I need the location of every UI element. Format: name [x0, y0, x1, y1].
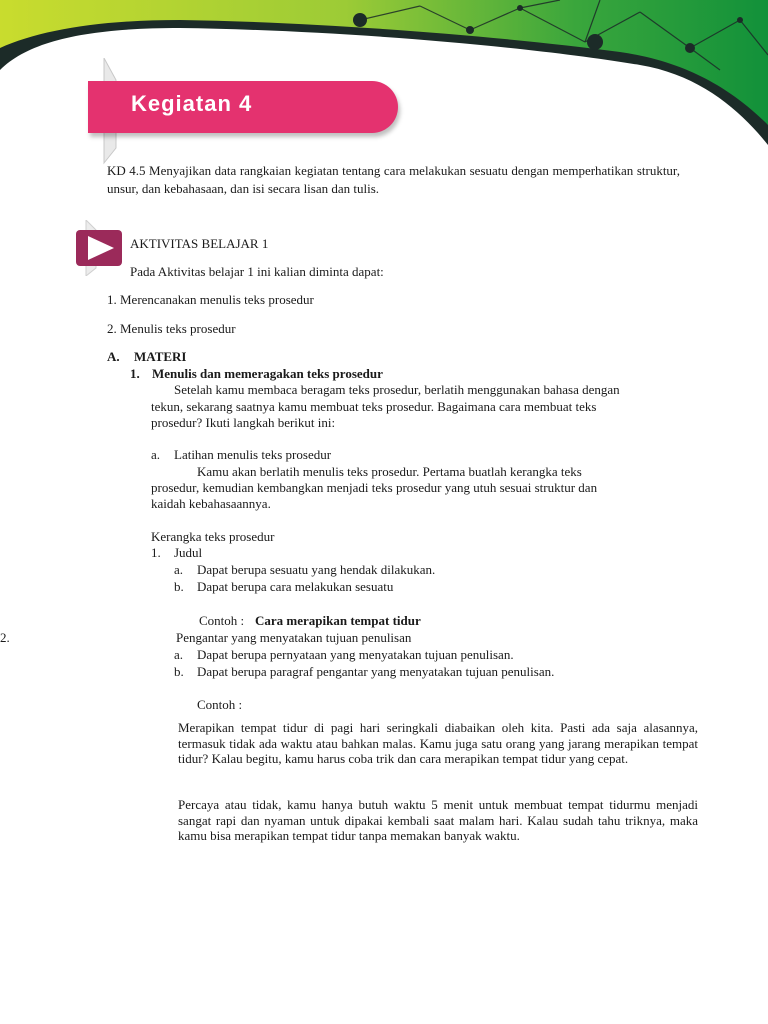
sub-heading-marker: 1.: [130, 366, 140, 381]
contoh-label: Contoh :: [197, 697, 243, 712]
materi-heading: MATERI: [134, 349, 187, 364]
judul-item: Dapat berupa sesuatu yang hendak dilakukan.: [197, 562, 436, 577]
contoh-title: Cara merapikan tempat tidur: [255, 613, 421, 628]
example-paragraph: Merapikan tempat tidur di pagi hari seringkali diabaikan oleh kita. Pasti ada saja alasannya, termasuk tidak ada waktu atau bahkan malas. Kamu juga satu orang yang jarang merapikan tempat tidur? Kalau begitu, kamu harus coba trik dan cara merapikan tempat tidur yang cepat.: [178, 720, 698, 766]
pengantar-label: Pengantar yang menyatakan tujuan penulisan: [176, 630, 412, 645]
latihan-line: prosedur, kemudian kembangkan menjadi teks prosedur yang utuh sesuai struktur dan: [151, 480, 598, 495]
paragraph-line: prosedur? Ikuti langkah berikut ini:: [151, 415, 336, 430]
pengantar-item-marker: a.: [174, 647, 184, 662]
judul-item-marker: a.: [174, 562, 184, 577]
judul-item: Dapat berupa cara melakukan sesuatu: [197, 579, 394, 594]
contoh-label: Contoh :: [199, 613, 245, 628]
judul-marker: 1.: [151, 545, 161, 560]
judul-item-marker: b.: [174, 579, 184, 594]
activity-heading: AKTIVITAS BELAJAR 1: [130, 236, 269, 251]
page-title: Kegiatan 4: [131, 91, 253, 116]
paragraph-line: tekun, sekarang saatnya kamu membuat teks prosedur. Bagaimana cara membuat teks: [151, 399, 597, 414]
latihan-line: Kamu akan berlatih menulis teks prosedur. Pertama buatlah kerangka teks: [197, 464, 582, 479]
latihan-heading: Latihan menulis teks prosedur: [174, 447, 332, 462]
pengantar-item: Dapat berupa paragraf pengantar yang menyatakan tujuan penulisan.: [197, 664, 555, 679]
pengantar-item: Dapat berupa pernyataan yang menyatakan tujuan penulisan.: [197, 647, 514, 662]
example-paragraph: Percaya atau tidak, kamu hanya butuh waktu 5 menit untuk membuat tempat tidurmu menjadi sangat rapi dan nyaman untuk dipakai kembali saat malam hari. Kalau sudah tahu triknya, maka kamu bisa merapikan tempat tidur tanpa memakan banyak waktu.: [178, 797, 698, 843]
play-icon: [74, 220, 128, 276]
judul-label: Judul: [174, 545, 203, 560]
goal-item: 1. Merencanakan menulis teks prosedur: [107, 292, 314, 307]
kd-text: KD 4.5 Menyajikan data rangkaian kegiatan tentang cara melakukan sesuatu dengan memperhatikan struktur, unsur, dan kebahasaan, dan isi secara lisan dan tulis.: [107, 163, 680, 196]
materi-marker: A.: [107, 349, 120, 364]
title-tab: [88, 81, 398, 133]
latihan-marker: a.: [151, 447, 161, 462]
sub-heading: Menulis dan memeragakan teks prosedur: [152, 366, 383, 381]
pengantar-marker: 2.: [0, 630, 10, 645]
activity-intro: Pada Aktivitas belajar 1 ini kalian diminta dapat:: [130, 264, 384, 279]
goal-item: 2. Menulis teks prosedur: [107, 321, 236, 336]
kerangka-heading: Kerangka teks prosedur: [151, 529, 275, 544]
latihan-line: kaidah kebahasaannya.: [151, 496, 271, 511]
paragraph-line: Setelah kamu membaca beragam teks prosedur, berlatih menggunakan bahasa dengan: [174, 382, 620, 397]
pengantar-item-marker: b.: [174, 664, 184, 679]
